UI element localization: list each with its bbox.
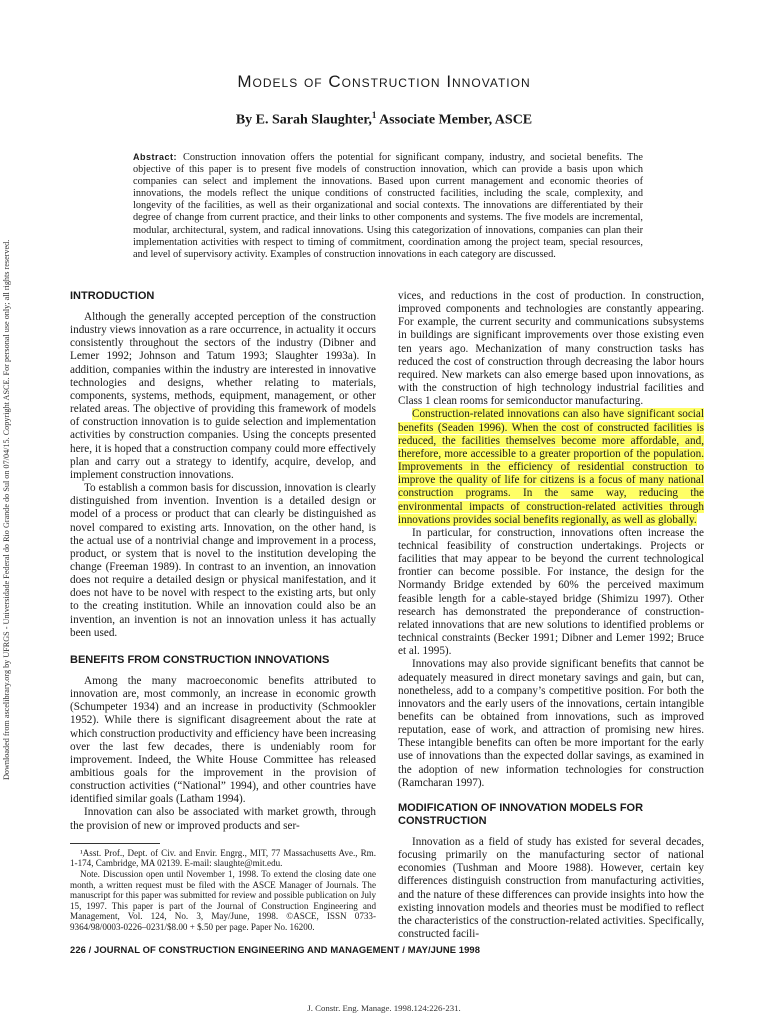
continued-paragraph: vices, and reductions in the cost of production. In construction, improved components and technologies are constantly appearing. For example, the current security and communications subsystems in buildings are significant improvements over those existing even ten years ago. Mechanization of many construction tasks has reduced the cost of construction through decreasing the labor hours required. New markets can also emerge based upon innovations, as with the construction of high technology industrial facilities and Class 1 clean rooms for semiconductor manufacturing. [398, 290, 704, 408]
footnote-note: Note. Discussion open until November 1, 1998. To extend the closing date one month, a written request must be filed with the ASCE Manager of Journals. The manuscript for this paper was submitted for review and possible publication on July 15, 1997. This paper is part of the Journal of Construction Engineering and Management, Vol. 124, No. 3, May/June, 1998. ©ASCE, ISSN 0733-9364/98/0003-0226–0231/$8.00 + $.50 per page. Paper No. 16200. [70, 868, 376, 932]
modification-paragraph: Innovation as a field of study has existed for several decades, focusing primarily on the manufacturing sector of national economies (Tushman and Moore 1988). However, certain key differences distinguish construction from manufacturing activities, and the nature of these differences can provide insights into how the existing innovation models and theories must be modified to reflect the characteristics of the construction-related activities. Specifically, constructed facili- [398, 835, 704, 941]
paper-title: Models of Construction Innovation [237, 72, 531, 91]
citation-line: J. Constr. Eng. Manage. 1998.124:226-231. [307, 1003, 461, 1013]
author-line [0, 110, 768, 129]
benefits-paragraph-1: Among the many macroeconomic benefits attributed to innovation are, most commonly, an increase in economic growth (Schumpeter 1934) and an increase in productivity (Schmookler 1952). While there is significant disagreement about the rate at which construction productivity and efficiency have been increasing over the last few decades, there is undeniably room for improvement. Indeed, the White House Committee has released ambitious goals for the improvement in the provision of construction activities (“National” 1994), and other countries have identified similar goals (Latham 1994). [70, 674, 376, 806]
abstract [133, 151, 643, 261]
right-column [398, 290, 704, 941]
intangible-benefits-paragraph: Innovations may also provide significant benefits that cannot be adequately measured in direct monetary savings and gain, but can, nonetheless, add to a company’s competitive position. For both the innovators and the early users of the innovations, certain intangible benefits can be obtained from innovations, such as improved reputation, ease of work, and attraction of promising new hires. These intangible benefits can often be more important for the early use of innovations than the expected dollar savings, as examined in the adoption of new information technologies for construction (Ramcharan 1997). [398, 658, 704, 789]
introduction-paragraph-1: Although the generally accepted perception of the construction industry views innovation as a rare occurrence, in actuality it occurs consistently throughout the sectors of the industry (Dibner and Lemer 1992; Johnson and Tatum 1993; Slaughter 1993a). In addition, companies within the industry are interested in innovative technologies and designs, whether relating to materials, components, systems, methods, equipment, management, or other related areas. The objective of providing this framework of models of construction innovation is to guide selection and implementation activities by construction companies. Using the concepts presented here, it is hoped that a construction company could more effectively plan and carry out a strategy to identify, acquire, develop, and implement construction innovations. [70, 311, 376, 481]
introduction-paragraph-2: To establish a common basis for discussion, innovation is clearly distinguished from invention. Invention is a detailed design or model of a process or product that can clearly be distinguished as novel compared to existing arts. Innovation, on the other hand, is the actual use of a nontrivial change and improvement in a process, product, or system that is novel to the institution developing the change (Freeman 1989). In contrast to an invention, an innovation does not require a detailed design or physical manifestation, and it does not have to be novel with respect to the existing arts, but only to the creating institution. While an innovation could also be an invention, an invention is not an innovation unless it has actually been used. [70, 482, 376, 639]
author-membership: Associate Member, ASCE [376, 112, 533, 128]
benefits-heading: BENEFITS FROM CONSTRUCTION INNOVATIONS [70, 653, 330, 666]
footnote [70, 848, 376, 933]
page-footer: 226 / JOURNAL OF CONSTRUCTION ENGINEERING AND MANAGEMENT / MAY/JUNE 1998 [70, 944, 481, 955]
abstract-label: Abstract: [133, 152, 178, 162]
introduction-heading: INTRODUCTION [70, 290, 155, 302]
author-name: By E. Sarah Slaughter, [235, 112, 372, 128]
footnote-divider [70, 843, 160, 844]
modification-heading: MODIFICATION OF INNOVATION MODELS FOR CONSTRUCTION [398, 801, 644, 827]
feasibility-paragraph: In particular, for construction, innovations often increase the technical feasibility of construction undertakings. Projects or facilities that may appear to be beyond the current technological frontier can become possible. For instance, the design for the Normandy Bridge extended by 60% the perceived maximum feasible length for a cable-stayed bridge (Shimizu 1997). Other research has demonstrated the preponderance of construction-related innovations that are new solutions to identified problems or technical constraints (Becker 1991; Dibner and Lemer 1992; Bruce et al. 1995). [398, 526, 704, 658]
highlighted-paragraph [398, 408, 704, 526]
left-column [70, 290, 376, 933]
highlight-mark: Construction-related innovations can also have significant social benefits (Seaden 1996). When the cost of constructed facilities is reduced, the facilities themselves become more affordable, and, therefore, more accessible to a greater proportion of the population. Improvements in the efficiency of residential construction to improve the quality of life for citizens is a focus of many national construction programs. In the same way, reducing the environmental impacts of construction-related activities through innovations provides social benefits regionally, as well as globally. [398, 408, 704, 526]
download-watermark: Downloaded from ascelibrary.org by UFRGS - Universidade Federal do Rio Grande do Sul on 07/04/15. Copyright ASCE. For personal use only; all rights reserved. [2, 239, 11, 781]
footnote-affiliation: ¹Asst. Prof., Dept. of Civ. and Envir. Engrg., MIT, 77 Massachusetts Ave., Rm. 1-174, Cambridge, MA 02139. E-mail: slaughte@mit.edu. [70, 847, 376, 869]
benefits-paragraph-2: Innovation can also be associated with market growth, through the provision of new or improved products and ser- [70, 806, 376, 832]
abstract-text: Construction innovation offers the potential for significant company, industry, and societal benefits. The objective of this paper is to present five models of construction innovation, which can provide a basis upon which companies can select and implement the innovations. Based upon current management and economic theories of innovations, the models reflect the unique conditions of constructed facilities, including the scale, complexity, and longevity of the facilities, as well as their organizational and social contexts. The innovations are differentiated by their degree of change from current practice, and their links to other components and systems. The five models are incremental, modular, architectural, system, and radical innovations. Using this categorization of innovations, companies can plan their implementation activities with respect to timing of commitment, coordination among the project team, special resources, and level of supervisory activity. Examples of construction innovations in each category are discussed. [133, 152, 643, 260]
author-footnote-mark: 1 [371, 110, 377, 120]
